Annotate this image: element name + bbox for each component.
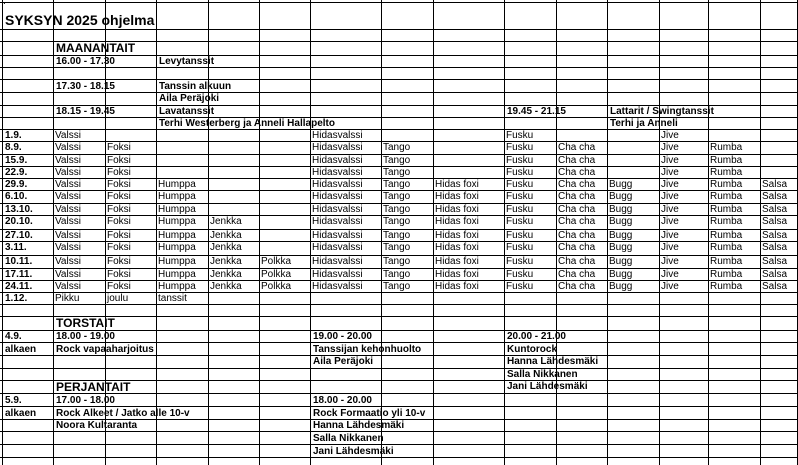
schedule-cell: Foksi	[107, 191, 131, 202]
schedule-cell: Valssi	[55, 269, 81, 280]
schedule-cell: Foksi	[107, 142, 131, 153]
schedule-cell: Fusku	[506, 281, 534, 292]
schedule-cell: Cha cha	[558, 155, 596, 166]
schedule-cell: Hidas foxi	[435, 281, 479, 292]
schedule-cell: Tango	[383, 230, 411, 241]
schedule-cell: Hidasvalssi	[312, 242, 363, 253]
schedule-cell: Tango	[383, 155, 411, 166]
schedule-cell: Jive	[661, 191, 679, 202]
friday-slot2-name: Rock Formaatio yli 10-v	[313, 408, 426, 419]
schedule-cell: Tango	[383, 204, 411, 215]
monday-slot4-time: 19.45 - 21.15	[507, 106, 566, 117]
schedule-cell: Humppa	[158, 281, 196, 292]
schedule-cell: Humppa	[158, 179, 196, 190]
schedule-cell: Valssi	[55, 130, 81, 141]
schedule-cell: Salsa	[762, 256, 788, 267]
schedule-cell: Jive	[661, 204, 679, 215]
schedule-cell: Jenkka	[210, 216, 242, 227]
schedule-cell: Rumba	[710, 281, 743, 292]
schedule-cell: Salsa	[762, 242, 788, 253]
schedule-cell: Hidasvalssi	[312, 281, 363, 292]
schedule-cell: Rumba	[710, 230, 743, 241]
schedule-cell: Hidas foxi	[435, 230, 479, 241]
schedule-cell: Cha cha	[558, 230, 596, 241]
schedule-cell: Salsa	[762, 204, 788, 215]
schedule-cell: Hidasvalssi	[312, 130, 363, 141]
schedule-cell: Fusku	[506, 191, 534, 202]
schedule-cell: Rumba	[710, 155, 743, 166]
grid-row-line	[0, 444, 798, 445]
schedule-cell: Bugg	[609, 179, 633, 190]
friday-slot2-teacher-1: Hanna Lähdesmäki	[313, 420, 405, 431]
schedule-cell: Foksi	[107, 242, 131, 253]
schedule-date: 6.10.	[5, 191, 28, 202]
monday-slot2-time: 17.30 - 18.15	[56, 81, 115, 92]
schedule-cell: Tango	[383, 269, 411, 280]
schedule-cell: Jenkka	[210, 230, 242, 241]
schedule-cell: Humppa	[158, 242, 196, 253]
schedule-cell: Hidas foxi	[435, 256, 479, 267]
schedule-cell: Rumba	[710, 142, 743, 153]
monday-heading: MAANANTAIT	[56, 41, 136, 55]
thursday-slot3-teacher-2: Salla Nikkanen	[507, 369, 578, 380]
friday-slot2-teacher-3: Jani Lähdesmäki	[313, 446, 394, 457]
thursday-start-date: 4.9.	[5, 331, 22, 342]
schedule-cell: Valssi	[55, 230, 81, 241]
schedule-cell: Jive	[661, 256, 679, 267]
thursday-slot2-teacher: Aila Peräjoki	[313, 356, 374, 367]
page-title: SYKSYN 2025 ohjelma	[5, 12, 155, 28]
schedule-cell: Bugg	[609, 191, 633, 202]
schedule-cell: Cha cha	[558, 281, 596, 292]
schedule-cell: Valssi	[55, 242, 81, 253]
friday-slot1-teacher: Noora Kultaranta	[56, 420, 138, 431]
schedule-cell: Foksi	[107, 167, 131, 178]
grid-row-line	[0, 2, 798, 3]
schedule-cell: Jive	[661, 167, 679, 178]
corner-mark: .	[3, 0, 6, 7]
schedule-cell: Tango	[383, 179, 411, 190]
schedule-cell: Salsa	[762, 281, 788, 292]
schedule-cell: Cha cha	[558, 142, 596, 153]
friday-slot2-time: 18.00 - 20.00	[313, 395, 372, 406]
schedule-cell: Jive	[661, 130, 679, 141]
schedule-cell: Jive	[661, 216, 679, 227]
schedule-cell: Jenkka	[210, 281, 242, 292]
schedule-cell: Cha cha	[558, 256, 596, 267]
schedule-cell: tanssit	[158, 293, 187, 304]
schedule-cell: Fusku	[506, 216, 534, 227]
monday-slot4-name: Lattarit / Swingtanssit	[610, 106, 714, 117]
schedule-cell: Jive	[661, 142, 679, 153]
monday-slot4-teacher: Terhi ja Anneli	[610, 118, 678, 129]
grid-row-line	[0, 92, 798, 93]
schedule-cell: Hidasvalssi	[312, 256, 363, 267]
schedule-cell: Fusku	[506, 130, 534, 141]
schedule-cell: Salsa	[762, 191, 788, 202]
thursday-slot1-time: 18.00 - 19.00	[56, 331, 115, 342]
schedule-cell: Hidasvalssi	[312, 179, 363, 190]
schedule-cell: Cha cha	[558, 204, 596, 215]
schedule-cell: Valssi	[55, 155, 81, 166]
schedule-cell: Rumba	[710, 256, 743, 267]
grid-row-line	[0, 342, 798, 343]
schedule-date: 1.12.	[5, 293, 28, 304]
schedule-date: 8.9.	[5, 142, 22, 153]
schedule-cell: Valssi	[55, 216, 81, 227]
monday-slot3-time: 18.15 - 19.45	[56, 106, 115, 117]
monday-slot1-time: 16.00 - 17.30	[56, 56, 115, 67]
grid-row-line	[0, 67, 798, 68]
schedule-cell: Humppa	[158, 269, 196, 280]
schedule-cell: Tango	[383, 191, 411, 202]
schedule-cell: Valssi	[55, 179, 81, 190]
monday-slot2-teacher: Aila Peräjoki	[159, 93, 220, 104]
grid-row-line	[0, 457, 798, 458]
schedule-cell: Cha cha	[558, 191, 596, 202]
schedule-date: 22.9.	[5, 167, 28, 178]
schedule-cell: Polkka	[261, 269, 292, 280]
schedule-cell: Hidas foxi	[435, 179, 479, 190]
schedule-cell: Humppa	[158, 216, 196, 227]
monday-slot3-teacher: Terhi Westerberg ja Anneli Hallapelto	[159, 118, 335, 129]
schedule-cell: Rumba	[710, 191, 743, 202]
schedule-cell: Bugg	[609, 230, 633, 241]
schedule-cell: Hidasvalssi	[312, 269, 363, 280]
friday-slot1-name: Rock Alkeet / Jatko alle 10-v	[56, 408, 190, 419]
schedule-cell: Cha cha	[558, 167, 596, 178]
friday-slot2-teacher-2: Salla Nikkanen	[313, 433, 384, 444]
schedule-cell: Hidas foxi	[435, 191, 479, 202]
schedule-cell: Jive	[661, 179, 679, 190]
thursday-slot3-time: 20.00 - 21.00	[507, 331, 566, 342]
thursday-slot2-time: 19.00 - 20.00	[313, 331, 372, 342]
schedule-cell: Jive	[661, 230, 679, 241]
schedule-cell: Fusku	[506, 142, 534, 153]
schedule-date: 15.9.	[5, 155, 28, 166]
schedule-cell: Hidasvalssi	[312, 230, 363, 241]
schedule-cell: Fusku	[506, 167, 534, 178]
schedule-cell: Foksi	[107, 230, 131, 241]
schedule-cell: Rumba	[710, 242, 743, 253]
schedule-cell: Rumba	[710, 179, 743, 190]
schedule-cell: Hidasvalssi	[312, 204, 363, 215]
schedule-date: 1.9.	[5, 130, 22, 141]
grid-column-line	[259, 0, 260, 465]
schedule-cell: Salsa	[762, 230, 788, 241]
schedule-cell: Jive	[661, 269, 679, 280]
schedule-cell: Polkka	[261, 256, 292, 267]
schedule-cell: Jive	[661, 281, 679, 292]
schedule-cell: Fusku	[506, 242, 534, 253]
schedule-cell: Humppa	[158, 256, 196, 267]
schedule-cell: Foksi	[107, 256, 131, 267]
schedule-cell: Foksi	[107, 216, 131, 227]
schedule-cell: Salsa	[762, 216, 788, 227]
schedule-cell: joulu	[107, 293, 129, 304]
schedule-cell: Jenkka	[210, 256, 242, 267]
thursday-slot3-teacher-3: Jani Lähdesmäki	[507, 381, 588, 392]
schedule-cell: Hidasvalssi	[312, 155, 363, 166]
schedule-cell: Jenkka	[210, 269, 242, 280]
schedule-cell: Tango	[383, 167, 411, 178]
schedule-cell: Jive	[661, 242, 679, 253]
schedule-cell: Valssi	[55, 281, 81, 292]
schedule-cell: Tango	[383, 256, 411, 267]
schedule-date: 27.10.	[5, 230, 33, 241]
schedule-date: 29.9.	[5, 179, 28, 190]
schedule-cell: Rumba	[710, 204, 743, 215]
schedule-cell: Valssi	[55, 204, 81, 215]
schedule-date: 13.10.	[5, 204, 33, 215]
schedule-cell: Bugg	[609, 204, 633, 215]
schedule-cell: Valssi	[55, 256, 81, 267]
schedule-cell: Hidas foxi	[435, 242, 479, 253]
schedule-cell: Bugg	[609, 256, 633, 267]
schedule-date: 20.10.	[5, 216, 33, 227]
schedule-cell: Hidas foxi	[435, 216, 479, 227]
schedule-date: 10.11.	[5, 256, 33, 267]
grid-row-line	[0, 406, 798, 407]
schedule-cell: Polkka	[261, 281, 292, 292]
schedule-cell: Fusku	[506, 155, 534, 166]
schedule-cell: Foksi	[107, 179, 131, 190]
schedule-cell: Rumba	[710, 269, 743, 280]
schedule-cell: Tango	[383, 242, 411, 253]
grid-row-line	[0, 330, 798, 331]
thursday-slot3-teacher-1: Hanna Lähdesmäki	[507, 356, 599, 367]
schedule-cell: Tango	[383, 216, 411, 227]
schedule-cell: Cha cha	[558, 269, 596, 280]
schedule-cell: Foksi	[107, 269, 131, 280]
schedule-cell: Fusku	[506, 204, 534, 215]
schedule-cell: Valssi	[55, 142, 81, 153]
schedule-cell: Foksi	[107, 204, 131, 215]
schedule-cell: Tango	[383, 281, 411, 292]
grid-row-line	[0, 55, 798, 56]
schedule-cell: Valssi	[55, 167, 81, 178]
schedule-cell: Pikku	[55, 293, 80, 304]
schedule-cell: Rumba	[710, 216, 743, 227]
schedule-cell: Hidasvalssi	[312, 167, 363, 178]
monday-slot3-name: Lavatanssit	[159, 106, 215, 117]
schedule-date: 24.11.	[5, 281, 33, 292]
schedule-cell: Bugg	[609, 216, 633, 227]
schedule-cell: Hidas foxi	[435, 204, 479, 215]
schedule-cell: Humppa	[158, 204, 196, 215]
schedule-cell: Fusku	[506, 179, 534, 190]
thursday-slot1-name: Rock vapaaharjoitus	[56, 344, 154, 355]
schedule-date: 17.11.	[5, 269, 33, 280]
monday-slot2-name: Tanssin alkuun	[159, 81, 232, 92]
schedule-cell: Cha cha	[558, 216, 596, 227]
schedule-date: 3.11.	[5, 242, 27, 253]
schedule-cell: Humppa	[158, 191, 196, 202]
friday-start-date: 5.9.	[5, 395, 22, 406]
grid-row-line	[0, 79, 798, 80]
schedule-cell: Foksi	[107, 281, 131, 292]
schedule-cell: Hidasvalssi	[312, 216, 363, 227]
friday-start-label: alkaen	[5, 408, 37, 419]
schedule-cell: Jive	[661, 155, 679, 166]
friday-heading: PERJANTAIT	[56, 380, 131, 394]
monday-slot1-name: Levytanssit	[159, 56, 215, 67]
schedule-cell: Cha cha	[558, 179, 596, 190]
grid-row-line	[0, 316, 798, 317]
schedule-cell: Hidas foxi	[435, 269, 479, 280]
schedule-cell: Bugg	[609, 281, 633, 292]
thursday-start-label: alkaen	[5, 344, 37, 355]
schedule-cell: Valssi	[55, 191, 81, 202]
schedule-cell: Bugg	[609, 269, 633, 280]
schedule-cell: Salsa	[762, 179, 788, 190]
thursday-heading: TORSTAIT	[56, 316, 115, 330]
schedule-cell: Rumba	[710, 167, 743, 178]
schedule-cell: Fusku	[506, 256, 534, 267]
schedule-cell: Humppa	[158, 230, 196, 241]
schedule-cell: Foksi	[107, 155, 131, 166]
thursday-slot3-name: Kuntorock	[507, 344, 557, 355]
schedule-cell: Cha cha	[558, 242, 596, 253]
schedule-cell: Hidasvalssi	[312, 142, 363, 153]
schedule-cell: Fusku	[506, 230, 534, 241]
schedule-cell: Hidasvalssi	[312, 191, 363, 202]
schedule-cell: Salsa	[762, 269, 788, 280]
schedule-cell: Jenkka	[210, 242, 242, 253]
grid-row-line	[0, 29, 798, 30]
grid-row-line	[0, 368, 798, 369]
thursday-slot2-name: Tanssijan kehonhuolto	[313, 344, 422, 355]
friday-slot1-time: 17.00 - 18.00	[56, 395, 115, 406]
schedule-cell: Fusku	[506, 269, 534, 280]
schedule-cell: Bugg	[609, 242, 633, 253]
schedule-cell: Tango	[383, 142, 411, 153]
